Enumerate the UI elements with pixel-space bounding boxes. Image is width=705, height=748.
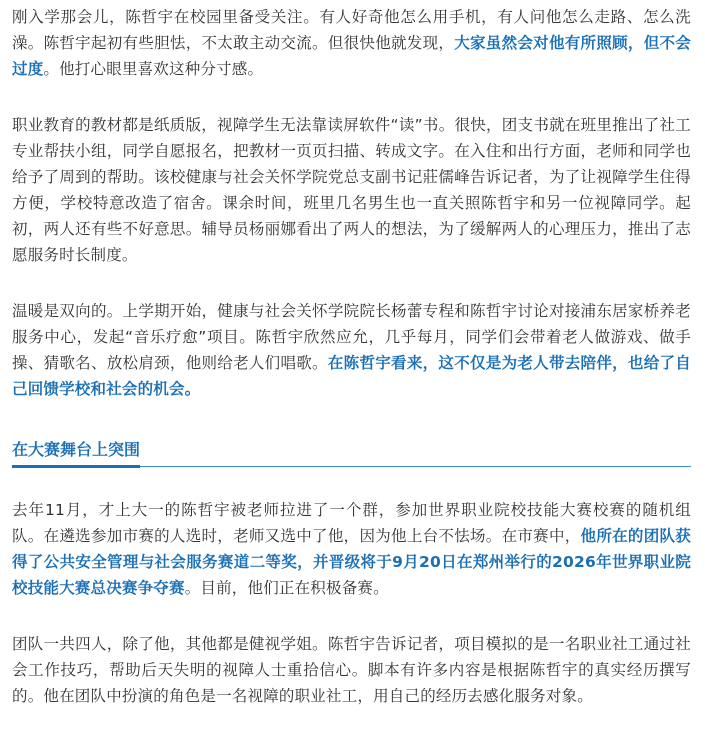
section-heading: [12, 436, 691, 467]
paragraph-5-text: 团队一共四人，除了他，其他都是健视学姐。陈哲宇告诉记者，项目模拟的是一名职业社工通过社会工作技巧，帮助后天失明的视障人士重拾信心。脚本有许多内容是根据陈哲宇的真实经历撰写的。他在团队中扮演的角色是一名视障的职业社工，用自己的经历去感化服务对象。: [12, 635, 691, 705]
section-title: 在大赛舞台上突围: [12, 437, 140, 468]
paragraph-5: [12, 631, 691, 709]
paragraph-2: [12, 112, 691, 268]
paragraph-4-text-b: 。目前，他们正在积极备赛。: [184, 579, 389, 597]
paragraph-3: [12, 298, 691, 402]
paragraph-4: [12, 497, 691, 601]
article-body: [0, 4, 705, 709]
paragraph-3-highlight: 在陈哲宇看来，这不仅是为老人带去陪伴，也给了自己回馈学校和社会的机会。: [12, 354, 691, 398]
paragraph-1: [12, 4, 691, 82]
paragraph-3-text-a: 温暖是双向的。上学期开始，健康与社会关怀学院院长杨蕾专程和陈哲宇讨论对接浦东居家桥养老服务中心，发起“音乐疗愈”项目。陈哲宇欣然应允，几乎每月，同学们会带着老人做游戏、做手操、猜歌名、放松肩颈，他则给老人们唱歌。: [12, 302, 691, 372]
paragraph-1-text-a: 刚入学那会儿，陈哲宇在校园里备受关注。有人好奇他怎么用手机，有人问他怎么走路、怎么洗澡。陈哲宇起初有些胆怯，不太敢主动交流。但很快他就发现，: [12, 8, 691, 52]
paragraph-2-text: 职业教育的教材都是纸质版，视障学生无法靠读屏软件“读”书。很快，团支书就在班里推出了社工专业帮扶小组，同学自愿报名，把教材一页页扫描、转成文字。在入住和出行方面，老师和同学也给予了周到的帮助。该校健康与社会关怀学院党总支副书记莊儒峰告诉记者，为了让视障学生住得方便，学校特意改造了宿舍。课余时间，班里几名男生也一直关照陈哲宇和另一位视障同学。起初，两人还有些不好意思。辅导员杨丽娜看出了两人的想法，为了缓解两人的心理压力，推出了志愿服务时长制度。: [12, 116, 691, 264]
paragraph-4-highlight: 他所在的团队获得了公共安全管理与社会服务赛道二等奖，并晋级将于9月20日在郑州举行的2026年世界职业院校技能大赛总决赛争夺赛: [12, 527, 692, 597]
paragraph-4-text-a: 去年11月，才上大一的陈哲宇被老师拉进了一个群，参加世界职业院校技能大赛校赛的随机组队。在遴选参加市赛的人选时，老师又选中了他，因为他上台不怯场。在市赛中，: [12, 501, 691, 545]
paragraph-1-text-b: 。他打心眼里喜欢这种分寸感。: [43, 60, 264, 78]
paragraph-1-highlight: 大家虽然会对他有所照顾，但不会过度: [12, 34, 691, 78]
